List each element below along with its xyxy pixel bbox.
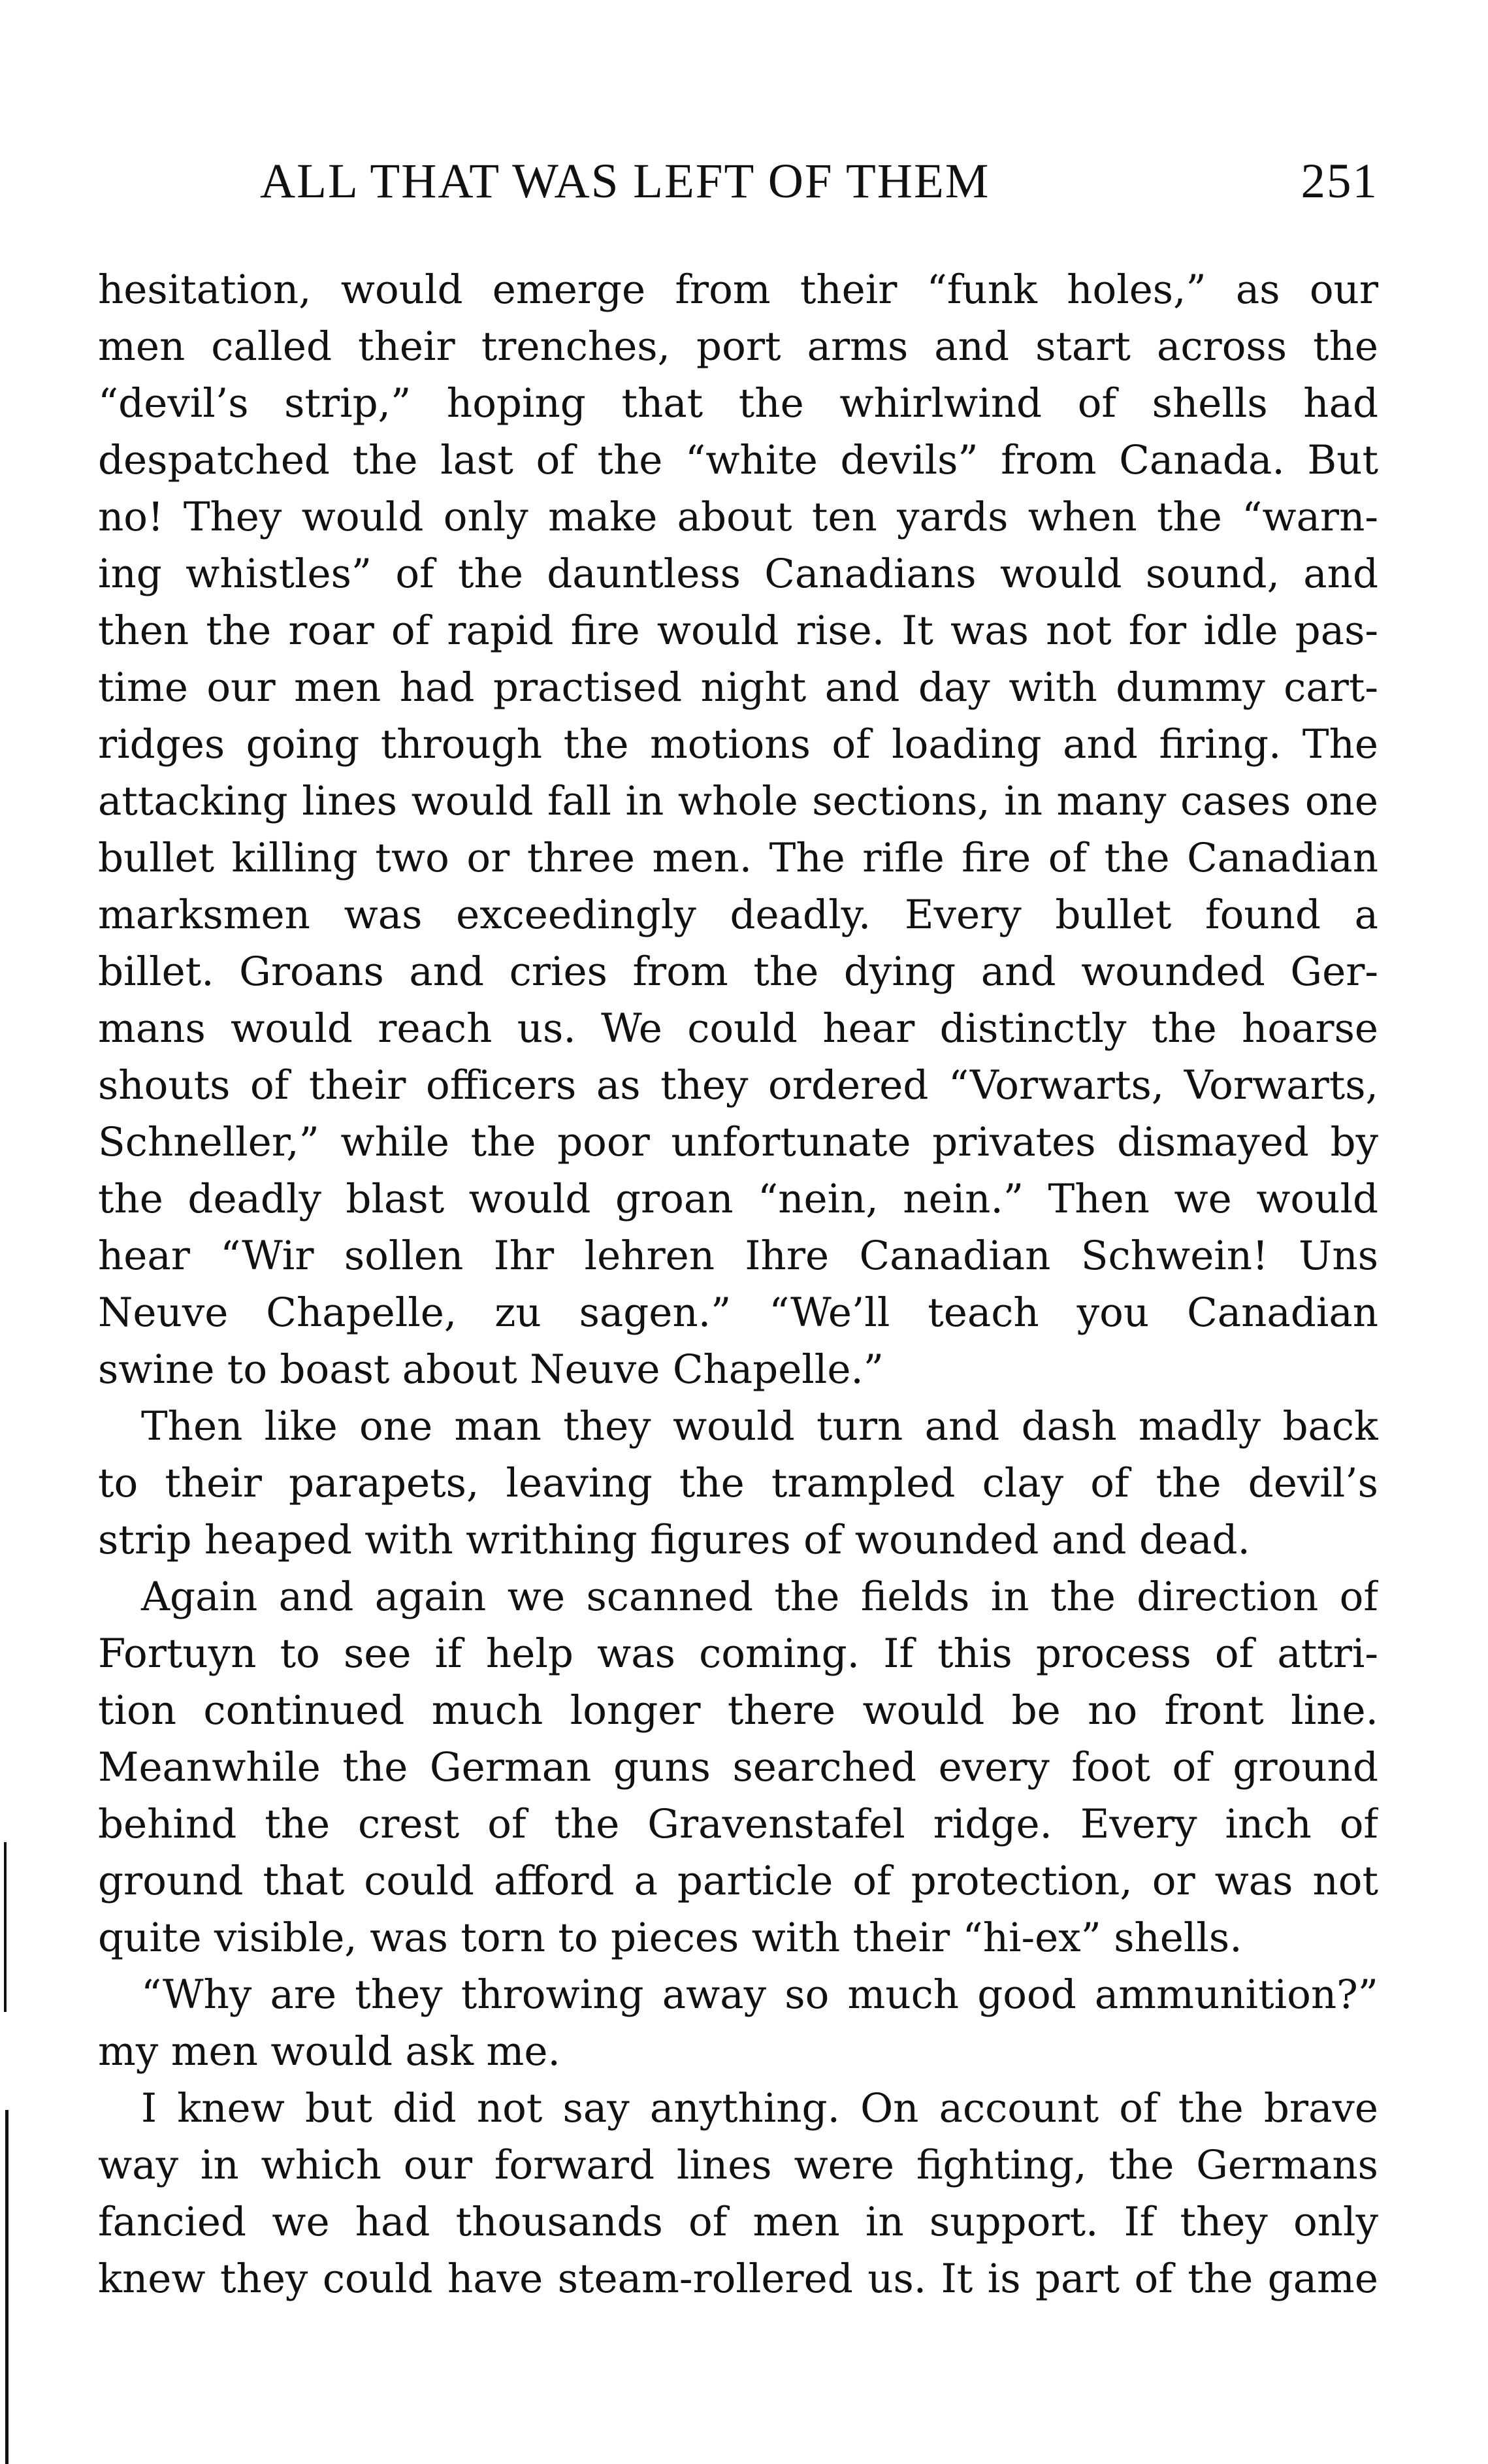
text-line: “devil’s strip,” hoping that the whirlwind of shells had xyxy=(98,380,1378,427)
page-header xyxy=(98,154,1378,232)
paragraph-end-line: my men would ask me. xyxy=(98,2028,560,2075)
text-line: hesitation, would emerge from their “funk holes,” as our xyxy=(98,267,1378,313)
paragraph-start-line: Then like one man they would turn and dash madly back xyxy=(141,1403,1378,1450)
text-line: bullet killing two or three men. The rifle fire of the Canadian xyxy=(98,835,1378,881)
text-line: marksmen was exceedingly deadly. Every bullet found a xyxy=(98,892,1378,938)
text-line: knew they could have steam-rollered us. It is part of the game xyxy=(98,2256,1378,2302)
paragraph-start-line: Again and again we scanned the fields in the direction of xyxy=(141,1574,1378,1620)
text-line: behind the crest of the Gravenstafel ridge. Every inch of xyxy=(98,1801,1378,1847)
text-line: attacking lines would fall in whole sections, in many cases one xyxy=(98,778,1378,824)
text-line: to their parapets, leaving the trampled clay of the devil’s xyxy=(98,1460,1378,1506)
text-line: ridges going through the motions of loading and firing. The xyxy=(98,721,1378,768)
text-line: despatched the last of the “white devils” from Canada. But xyxy=(98,437,1378,483)
text-line: fancied we had thousands of men in support. If they only xyxy=(98,2199,1378,2245)
paragraph-end-line: quite visible, was torn to pieces with their “hi-ex” shells. xyxy=(98,1915,1242,1961)
paragraph-end-line: strip heaped with writhing figures of wounded and dead. xyxy=(98,1517,1250,1563)
running-title: ALL THAT WAS LEFT OF THEM xyxy=(260,154,990,208)
text-line: time our men had practised night and day with dummy cart- xyxy=(98,664,1378,711)
text-line: way in which our forward lines were fighting, the Germans xyxy=(98,2142,1378,2188)
text-line: ground that could afford a particle of protection, or was not xyxy=(98,1858,1378,1904)
binding-edge-mark xyxy=(5,2110,8,2464)
text-line: Meanwhile the German guns searched every foot of ground xyxy=(98,1744,1378,1791)
text-line: mans would reach us. We could hear distinctly the hoarse xyxy=(98,1005,1378,1052)
body-text xyxy=(98,261,1378,2307)
paragraph-end-line: swine to boast about Neuve Chapelle.” xyxy=(98,1346,884,1393)
text-line: hear “Wir sollen Ihr lehren Ihre Canadian Schwein! Uns xyxy=(98,1233,1378,1279)
page-number: 251 xyxy=(1301,154,1378,208)
text-line: billet. Groans and cries from the dying and wounded Ger- xyxy=(98,948,1378,995)
text-line: Schneller,” while the poor unfortunate privates dismayed by xyxy=(98,1119,1378,1165)
paragraph-start-line: I knew but did not say anything. On account of the brave xyxy=(141,2085,1378,2132)
binding-edge-mark xyxy=(4,1842,7,2012)
text-line: tion continued much longer there would be no front line. xyxy=(98,1687,1378,1734)
text-line: ing whistles” of the dauntless Canadians would sound, and xyxy=(98,551,1378,597)
text-line: the deadly blast would groan “nein, nein.” Then we would xyxy=(98,1176,1378,1222)
text-line: Neuve Chapelle, zu sagen.” “We’ll teach you Canadian xyxy=(98,1289,1378,1336)
text-line: shouts of their officers as they ordered “Vorwarts, Vorwarts, xyxy=(98,1062,1378,1109)
text-line: no! They would only make about ten yards when the “warn- xyxy=(98,494,1378,540)
paragraph-start-line: “Why are they throwing away so much good ammunition?” xyxy=(141,1971,1378,2018)
text-line: men called their trenches, port arms and start across the xyxy=(98,323,1378,370)
text-line: Fortuyn to see if help was coming. If this process of attri- xyxy=(98,1630,1378,1677)
text-line: then the roar of rapid fire would rise. It was not for idle pas- xyxy=(98,608,1378,654)
